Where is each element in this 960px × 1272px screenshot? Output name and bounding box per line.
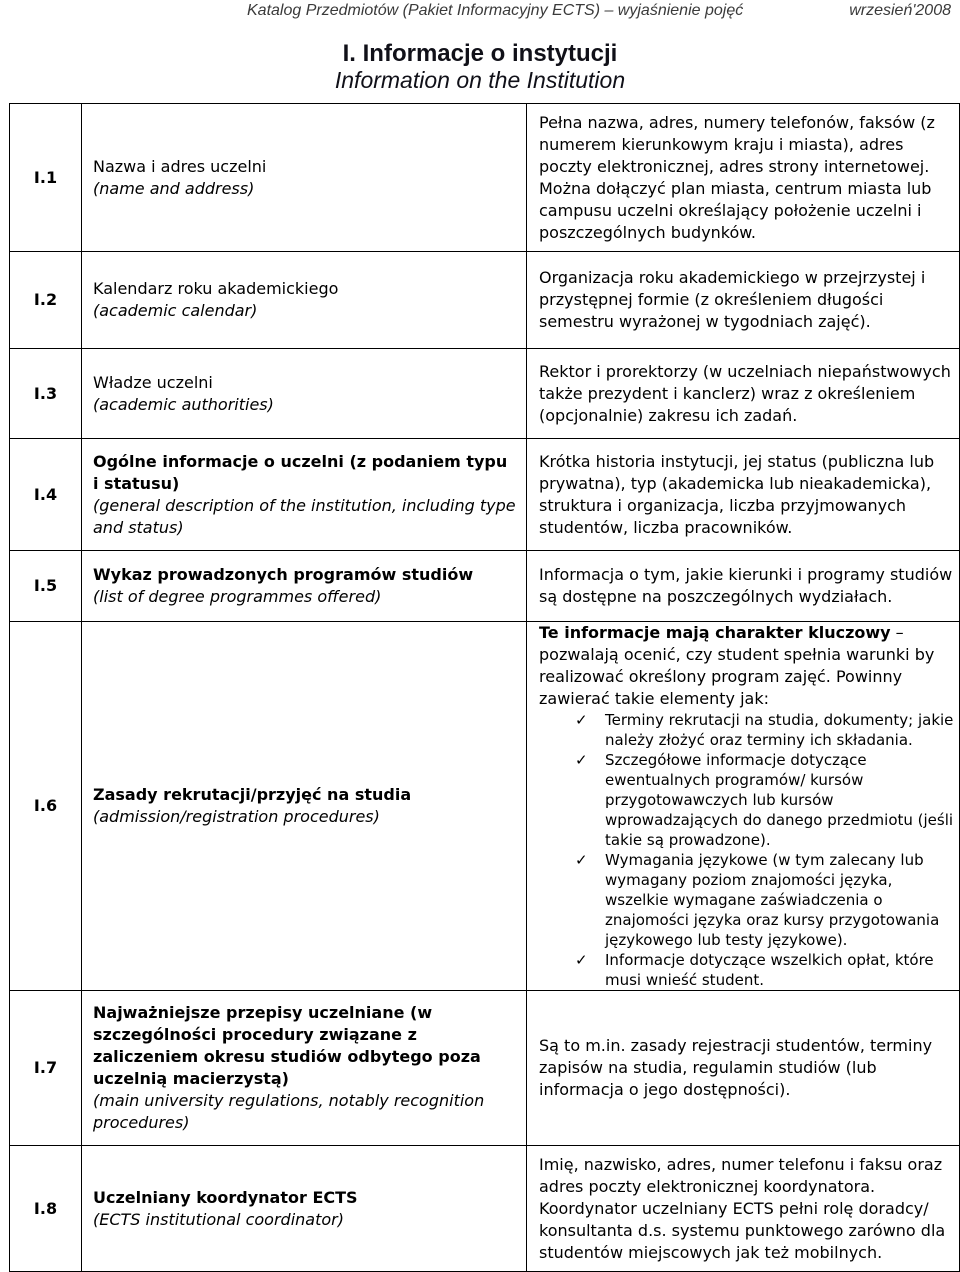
- row-description: Pełna nazwa, adres, numery telefonów, faksów (z numerem kierunkowym kraju i miasta), adres poczty elektronicznej, adres strony internetowej. Można dołączyć plan miasta, centrum miasta lub campusu uczelni określający położenie uczelni i poszczególnych budynków.: [527, 104, 960, 252]
- key-info-emphasis: Te informacje mają charakter kluczowy: [539, 623, 891, 642]
- checkmark-icon: ✓: [575, 711, 588, 729]
- row-description: Rektor i prorektorzy (w uczelniach niepaństwowych także prezydent i kanclerz) wraz z określeniem (opcjonalnie) zakresu ich zadań.: [527, 349, 960, 439]
- row-name: Ogólne informacje o uczelni (z podaniem typu i statusu): [93, 451, 508, 493]
- row-description: Krótka historia instytucji, jej status (publiczna lub prywatna), typ (akademicka lub nieakademicka), struktura i organizacja, liczba przyjmowanych studentów, liczba pracowników.: [527, 439, 960, 551]
- row-name-en: (name and address): [93, 178, 255, 198]
- row-name-en: (admission/registration procedures): [93, 807, 380, 826]
- row-name: Wykaz prowadzonych programów studiów: [93, 565, 474, 584]
- table-row: [10, 439, 960, 551]
- row-name-cell: [82, 349, 527, 439]
- row-name: Najważniejsze przepisy uczelniane (w szczególności procedury związane z zaliczeniem okresu studiów odbytego poza uczelnią macierzystą): [93, 1003, 481, 1088]
- table-row: [10, 1146, 960, 1272]
- row-name: Władze uczelni: [93, 372, 213, 392]
- row-number: I.6: [10, 622, 82, 991]
- running-header-date: wrzesień'2008: [849, 2, 951, 19]
- list-item: [575, 710, 955, 750]
- list-item-text: Wymagania językowe (w tym zalecany lub wymagany poziom znajomości języka, wszelkie wymagane zaświadczenia o znajomości języka oraz kursy przygotowania językowego lub testy językowe).: [605, 851, 940, 949]
- section-title: I. Informacje o instytucji: [342, 40, 618, 67]
- key-info-text: – pozwalają ocenić, czy student spełnia warunki by realizować określony program zajęć. Powinny zawierać takie elementy jak:: [539, 623, 935, 708]
- row-name-en: (list of degree programmes offered): [93, 587, 382, 606]
- checkmark-icon: ✓: [575, 951, 588, 969]
- row-name-en: (main university regulations, notably recognition procedures): [93, 1091, 485, 1132]
- row-name-en: (ECTS institutional coordinator): [93, 1209, 344, 1229]
- row-description: Organizacja roku akademickiego w przejrzystej i przystępnej formie (z określeniem długości semestru wyrażonej w tygodniach zajęć).: [527, 252, 960, 349]
- row-name-en: (academic authorities): [93, 394, 274, 414]
- section-subtitle: Information on the Institution: [334, 67, 626, 93]
- row-description: Informacja o tym, jakie kierunki i programy studiów są dostępne na poszczególnych wydziałach.: [527, 551, 960, 622]
- row-description: [527, 622, 960, 991]
- row-number: I.1: [10, 104, 82, 252]
- row-name: Zasady rekrutacji/przyjęć na studia: [93, 785, 412, 804]
- row-number: I.4: [10, 439, 82, 551]
- row-description: Imię, nazwisko, adres, numer telefonu i faksu oraz adres poczty elektronicznej koordynatora. Koordynator uczelniany ECTS pełni rolę doradcy/ konsultanta d.s. systemu punktowego zarówno dla studentów miejscowych jak też mobilnych.: [527, 1146, 960, 1272]
- row-name-cell: [82, 1146, 527, 1272]
- row-name: Kalendarz roku akademickiego: [93, 279, 339, 298]
- table-row: [10, 349, 960, 439]
- row-name-cell: [82, 252, 527, 349]
- row-name-en: (general description of the institution, including type and status): [93, 495, 516, 537]
- list-item: [575, 850, 955, 950]
- requirements-list: [575, 710, 955, 990]
- row-number: I.3: [10, 349, 82, 439]
- row-name: Nazwa i adres uczelni: [93, 156, 267, 176]
- row-number: I.7: [10, 991, 82, 1146]
- institution-info-table: [9, 103, 960, 1272]
- table-row: [10, 622, 960, 991]
- table-row: [10, 252, 960, 349]
- row-name-en: (academic calendar): [93, 301, 258, 320]
- list-item-text: Informacje dotyczące wszelkich opłat, które musi wnieść student.: [605, 951, 934, 989]
- row-name-cell: [82, 439, 527, 551]
- row-name-cell: [82, 551, 527, 622]
- row-number: I.8: [10, 1146, 82, 1272]
- row-description-intro: [539, 622, 955, 710]
- list-item-text: Szczegółowe informacje dotyczące ewentualnych programów/ kursów przygotowawczych lub kursów wprowadzających do danego przedmiotu (jeśli takie są prowadzone).: [605, 751, 954, 849]
- row-name-cell: [82, 104, 527, 252]
- row-number: I.5: [10, 551, 82, 622]
- table-row: [10, 551, 960, 622]
- table-row: [10, 104, 960, 252]
- checkmark-icon: ✓: [575, 851, 588, 869]
- row-name-cell: [82, 991, 527, 1146]
- row-description: Są to m.in. zasady rejestracji studentów, terminy zapisów na studia, regulamin studiów (lub informacja o jego dostępności).: [527, 991, 960, 1146]
- checkmark-icon: ✓: [575, 751, 588, 769]
- row-number: I.2: [10, 252, 82, 349]
- row-name-cell: [82, 622, 527, 991]
- row-name: Uczelniany koordynator ECTS: [93, 1187, 358, 1207]
- list-item-text: Terminy rekrutacji na studia, dokumenty; jakie należy złożyć oraz terminy ich składania.: [605, 711, 954, 749]
- list-item: [575, 750, 955, 850]
- running-header-title: Katalog Przedmiotów (Pakiet Informacyjny ECTS) – wyjaśnienie pojęć: [247, 2, 744, 19]
- list-item: [575, 950, 955, 990]
- table-row: [10, 991, 960, 1146]
